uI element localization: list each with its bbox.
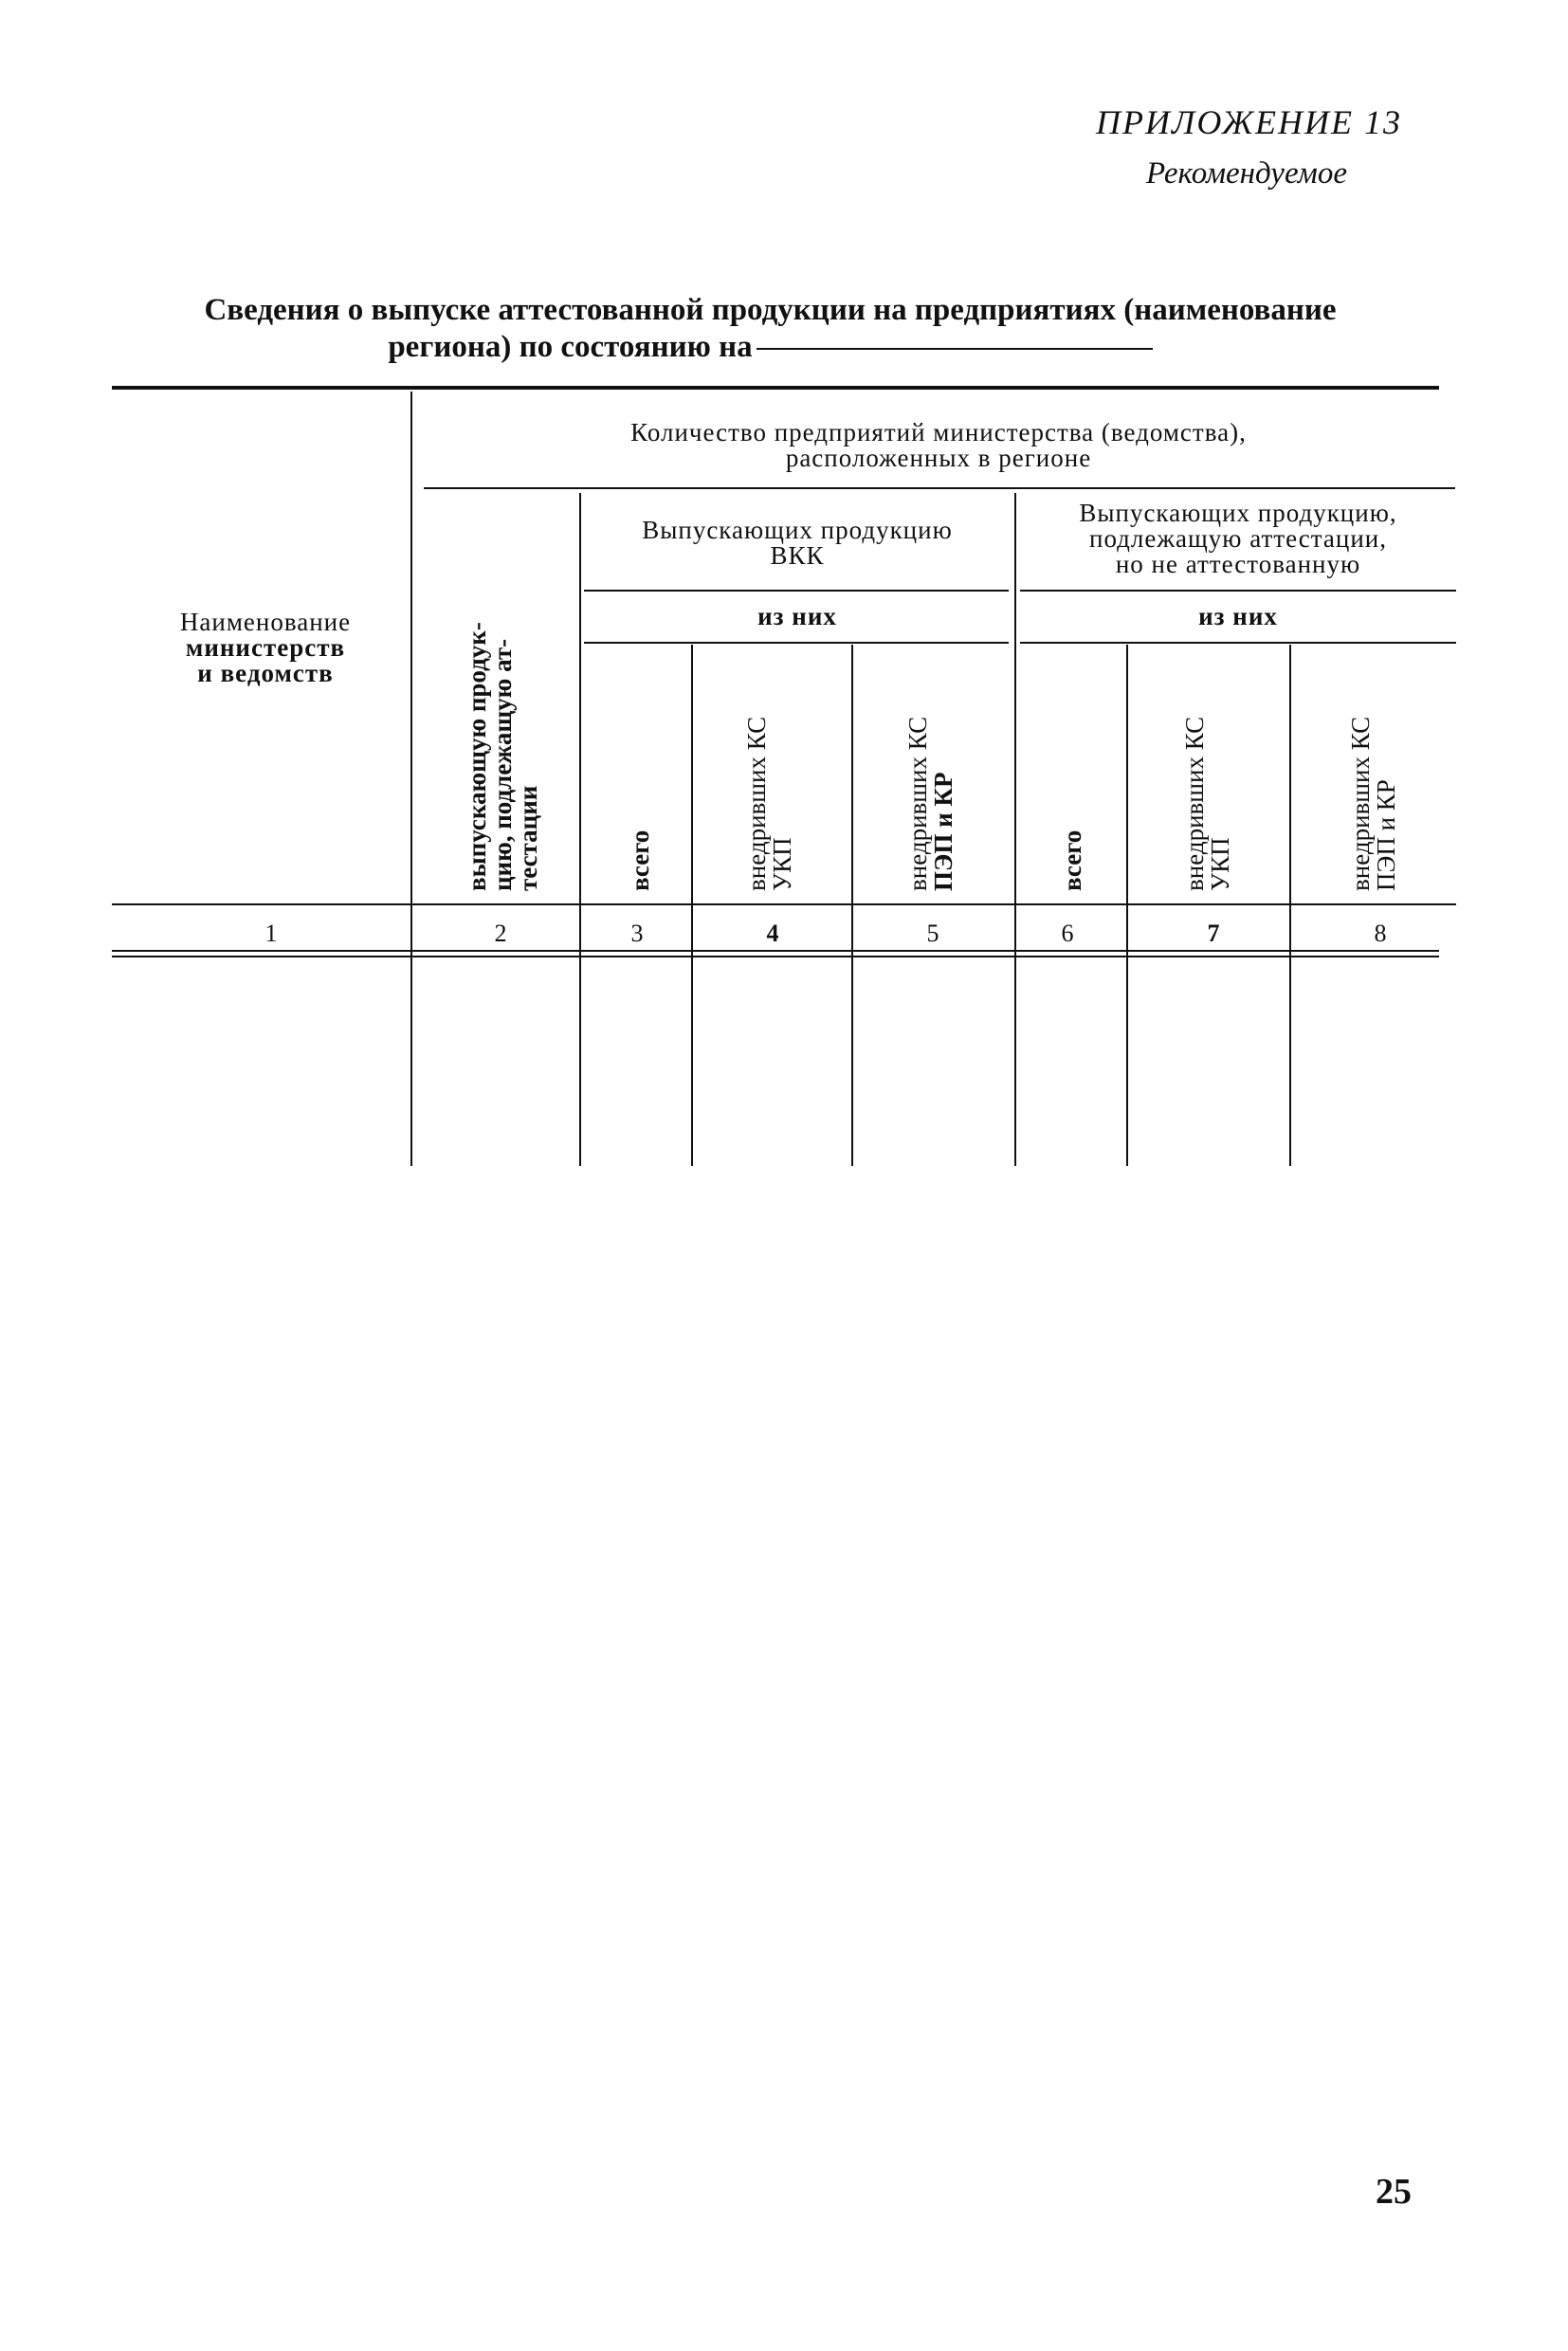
col7-header-line-2: УКП [1206, 837, 1234, 891]
col-number-7: 7 [1207, 920, 1220, 947]
col8-header-line-1: внедривших КС [1346, 716, 1375, 891]
col-number-2: 2 [494, 920, 507, 947]
col1-header-line-2: министерств [185, 633, 346, 662]
table-top-border [112, 386, 1439, 390]
col2-header [465, 622, 541, 891]
vkk-of-them: из них [757, 602, 837, 630]
col6-divider [1126, 645, 1128, 1166]
page-number: 25 [1376, 2172, 1412, 2212]
col6-header: всего [1058, 829, 1086, 891]
vkk-header [586, 518, 1009, 569]
col7-divider [1289, 645, 1291, 1166]
group-header-line-2: расположенных в регионе [785, 444, 1092, 472]
status-label: Рекомендуемое [1145, 156, 1347, 191]
col-number-6: 6 [1061, 920, 1074, 947]
appendix-label: ПРИЛОЖЕНИЕ 13 [1096, 103, 1402, 141]
col3-divider [691, 645, 693, 1166]
col-number-8: 8 [1374, 920, 1387, 947]
col-number-3: 3 [630, 920, 644, 947]
vkk-header-bottom [584, 590, 1009, 592]
col1-header-line-1: Наименование [179, 608, 352, 636]
nonattested-header-line-1: Выпускающих продукцию, [1079, 499, 1397, 527]
nonattested-ofthem-bottom [1020, 642, 1456, 644]
col8-header [1348, 717, 1399, 891]
group-header-line-1: Количество предприятий министерства (ведомства), [630, 418, 1247, 447]
col4-divider [851, 645, 853, 1166]
vkk-header-line-1: Выпускающих продукцию [642, 516, 953, 544]
col5-header-line-2: ПЭП и КР [929, 772, 957, 891]
col7-header-line-1: внедривших КС [1180, 716, 1209, 891]
vkk-header-line-2: ВКК [770, 541, 825, 570]
col5-header [905, 717, 957, 891]
col7-header [1182, 717, 1233, 891]
vkk-ofthem-bottom [584, 642, 1009, 644]
col5-divider [1014, 493, 1016, 1166]
col2-header-line-2: цию, подлежащую ат- [488, 638, 517, 891]
col4-header [744, 717, 795, 891]
nonattested-header [1020, 501, 1456, 577]
nonattested-header-line-3: но не аттестованную [1115, 550, 1361, 578]
col-number-4: 4 [766, 920, 779, 947]
title-line-1: Сведения о выпуске аттестованной продукции на предприятиях (наименование [204, 293, 1337, 327]
col-number-5: 5 [926, 920, 939, 947]
col1-header [142, 610, 389, 686]
col8-header-line-2: ПЭП и КР [1372, 779, 1400, 891]
col3-header: всего [626, 829, 654, 891]
group-header [436, 420, 1441, 471]
header-bottom [112, 903, 1456, 905]
col4-header-line-2: УКП [768, 837, 796, 891]
group-header-bottom [424, 487, 1455, 489]
nonattested-header-bottom [1020, 590, 1456, 592]
title-line-2-text: региона) по состоянию на [388, 329, 753, 364]
col-number-1: 1 [264, 920, 278, 947]
col1-divider [410, 392, 412, 1166]
col2-divider [579, 493, 581, 1166]
numbers-bottom-2 [112, 956, 1439, 957]
col5-header-line-1: внедривших КС [903, 716, 932, 891]
nonattested-of-them: из них [1198, 602, 1278, 630]
numbers-bottom-1 [112, 950, 1439, 952]
col2-header-line-3: тестации [514, 785, 542, 891]
col4-header-line-1: внедривших КС [742, 716, 771, 891]
col2-header-line-1: выпускающую продук- [463, 622, 491, 891]
nonattested-header-line-2: подлежащую аттестации, [1089, 524, 1387, 553]
col1-header-line-3: и ведомств [197, 659, 334, 687]
